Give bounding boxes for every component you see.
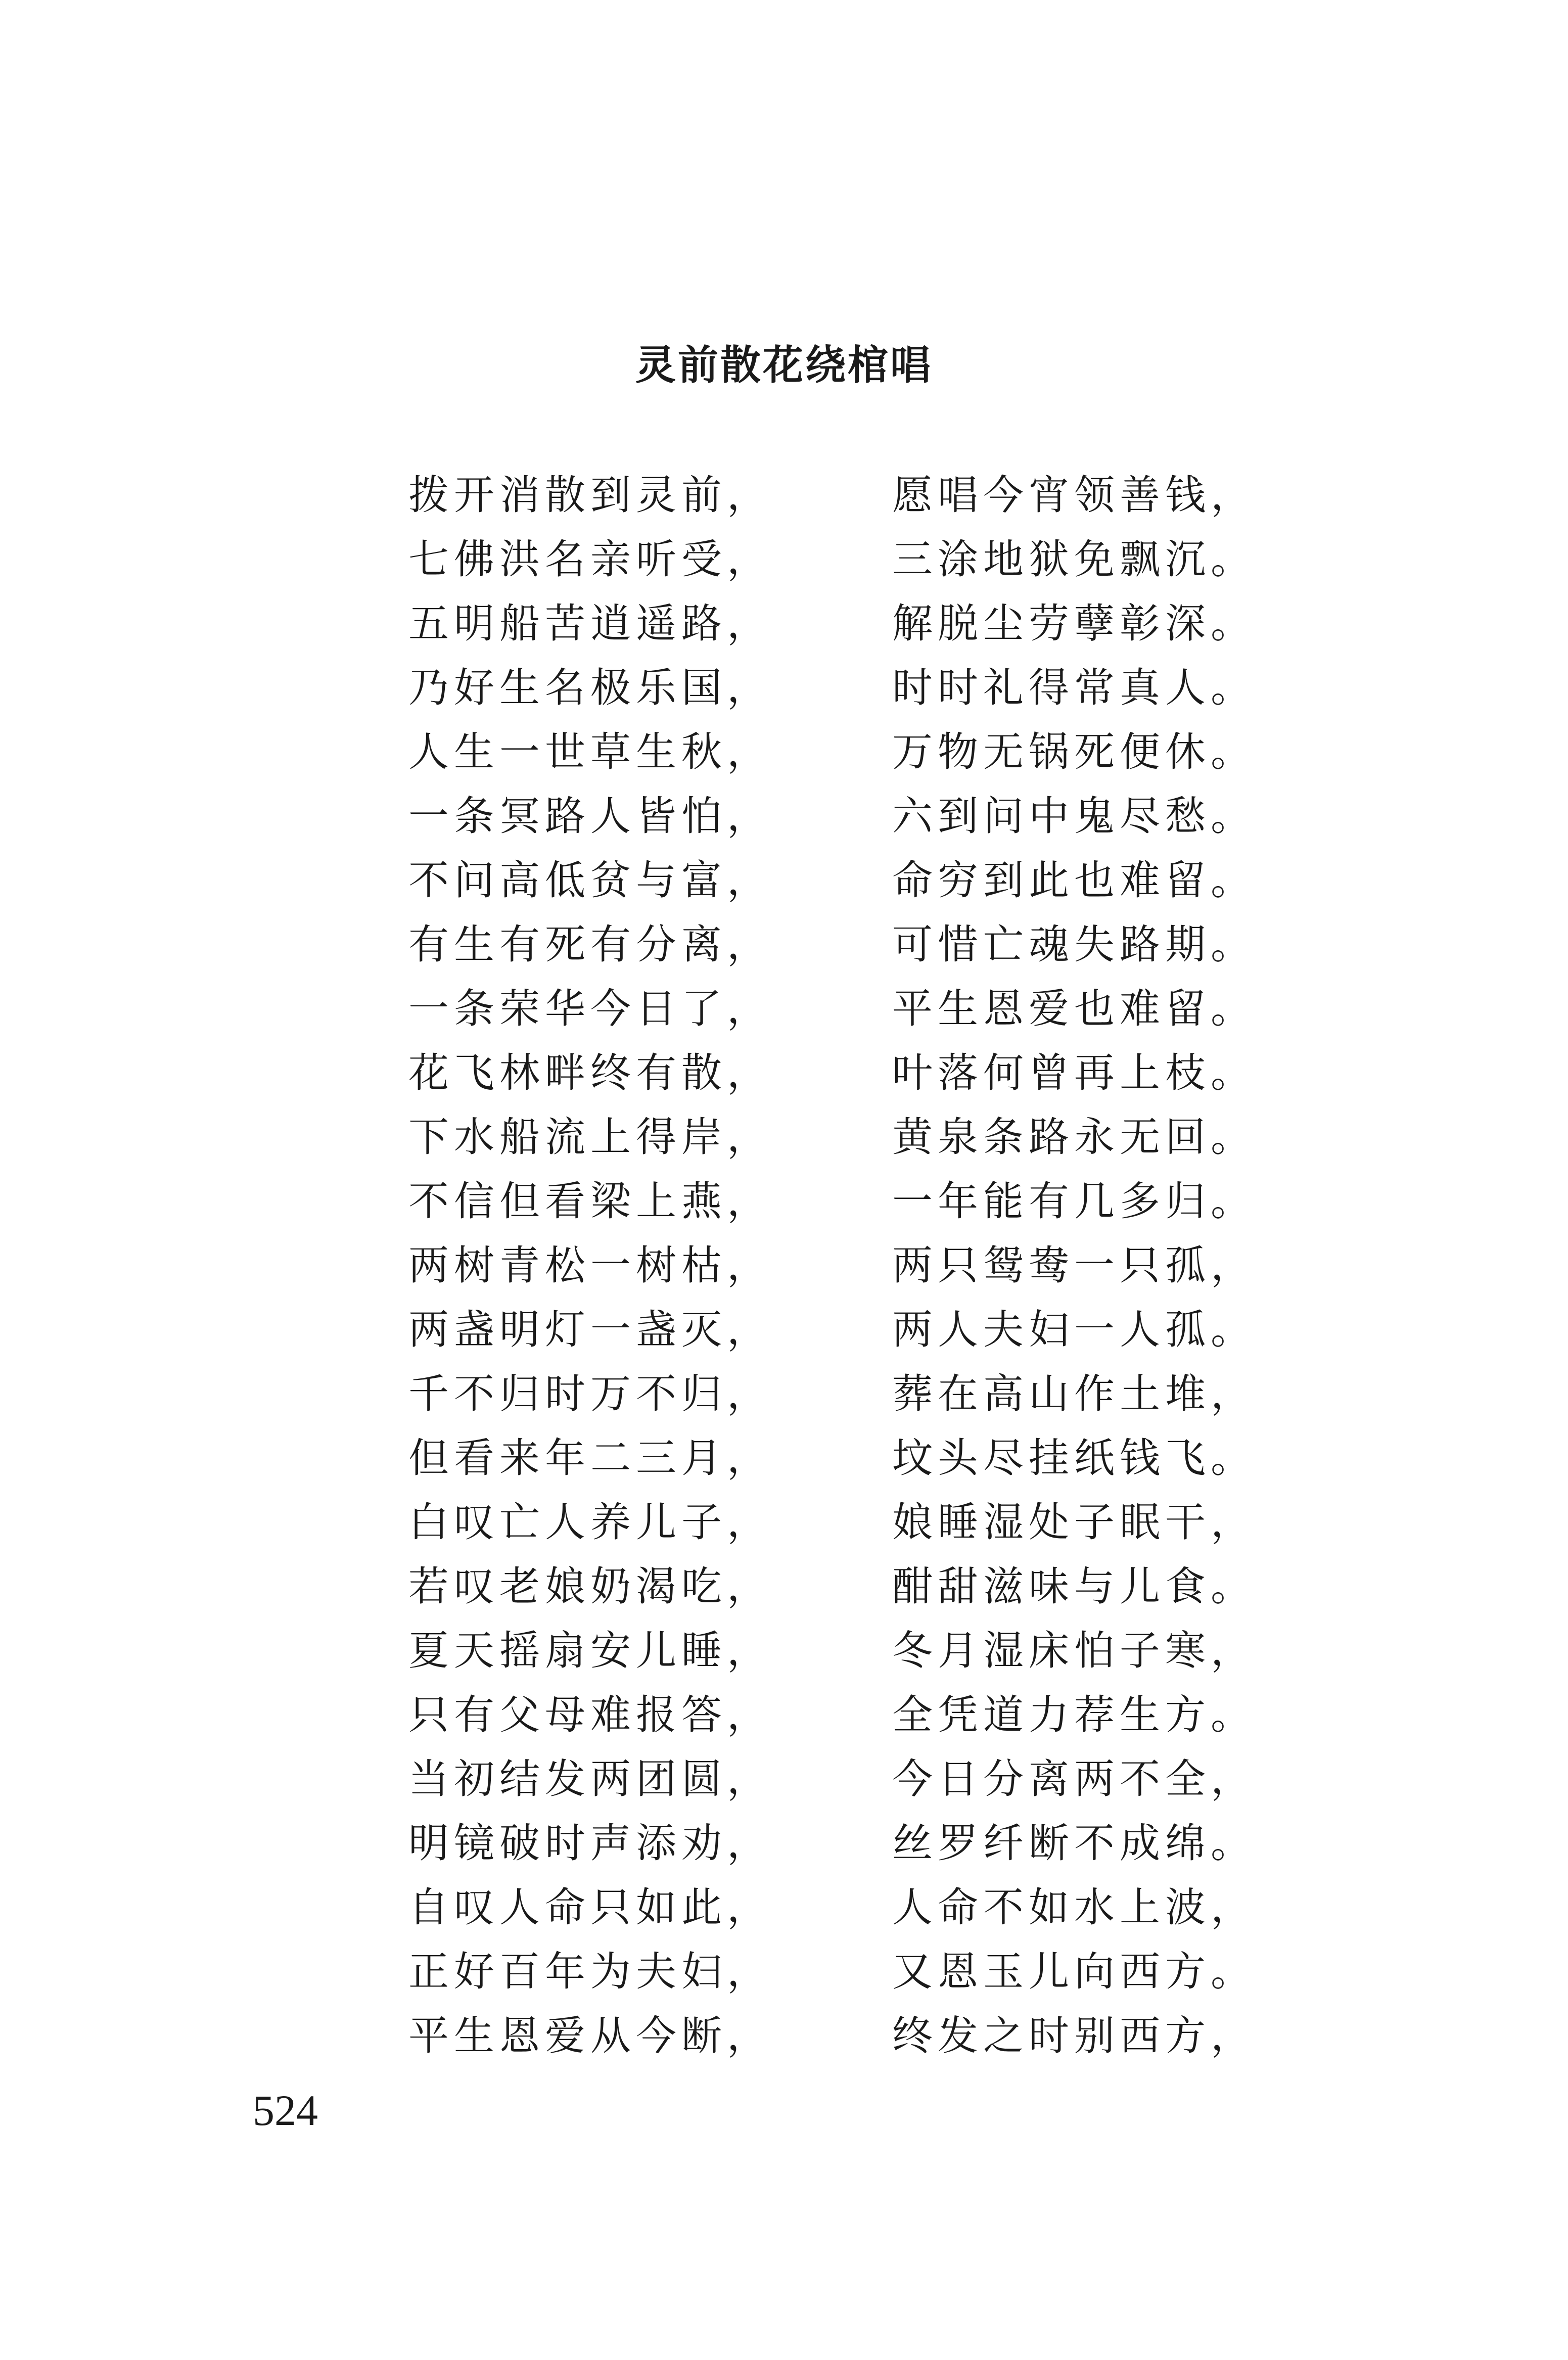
verse-row [0,1556,1568,1621]
verse-right: 黄泉条路永无回。 [892,1114,1256,1161]
verse-row [0,850,1568,914]
verse-right: 全凭道力荐生方。 [892,1691,1256,1738]
verse-row [0,593,1568,658]
verse-left: 有生有死有分离， [408,921,772,968]
verse-row [0,1941,1568,2006]
verse-right: 今日分离两不全， [892,1755,1256,1802]
verse-left: 明镜破时声添劝， [408,1820,772,1867]
verse-left: 若叹老娘奶渴吃， [408,1563,772,1610]
verse-right: 冬月湿床怕子寒， [892,1627,1256,1674]
verse-right: 愿唱今宵领善钱， [892,472,1256,519]
verse-right: 时时礼得常真人。 [892,664,1256,711]
verse-right: 又恩玉儿向西方。 [892,1948,1256,1995]
verse-right: 坟头尽挂纸钱飞。 [892,1434,1256,1482]
verse-row [0,529,1568,593]
verse-row [0,465,1568,529]
verse-left: 只有父母难报答， [408,1691,772,1738]
verse-left: 平生恩爱从今断， [408,2012,772,2059]
verse-left: 夏天摇扇安儿睡， [408,1627,772,1674]
verse-left: 当初结发两团圆， [408,1755,772,1802]
verse-right: 命穷到此也难留。 [892,857,1256,904]
verse-right: 三涂地狱免飘沉。 [892,536,1256,583]
verse-left: 正好百年为夫妇， [408,1948,772,1995]
verse-row [0,1300,1568,1364]
verse-left: 花飞林畔终有散， [408,1049,772,1096]
verse-left: 拨开消散到灵前， [408,472,772,519]
verse-row [0,1364,1568,1428]
verse-row [0,786,1568,850]
verse-list [0,465,1568,2070]
verse-right: 终发之时别西方， [892,2012,1256,2059]
verse-left: 下水船流上得岸， [408,1114,772,1161]
page-number: 524 [253,2086,318,2135]
verse-row [0,658,1568,722]
verse-row [0,914,1568,979]
verse-right: 葬在高山作土堆， [892,1370,1256,1417]
verse-right: 万物无锅死便休。 [892,728,1256,775]
verse-row [0,1043,1568,1107]
verse-row [0,1492,1568,1556]
verse-left: 乃好生名极乐国， [408,664,772,711]
verse-right: 平生恩爱也难留。 [892,985,1256,1032]
verse-right: 可惜亡魂失路期。 [892,921,1256,968]
verse-row [0,1235,1568,1300]
verse-row [0,1749,1568,1813]
verse-right: 人命不如水上波， [892,1884,1256,1931]
verse-right: 解脱尘劳孽彰深。 [892,600,1256,647]
verse-left: 七佛洪名亲听受， [408,536,772,583]
verse-right: 两人夫妇一人孤。 [892,1306,1256,1353]
verse-right: 丝罗纤断不成绵。 [892,1820,1256,1867]
page-title: 灵前散花绕棺唱 [635,342,933,389]
verse-left: 两树青松一树枯， [408,1242,772,1289]
verse-right: 叶落何曾再上枝。 [892,1049,1256,1096]
verse-row [0,1813,1568,1877]
verse-left: 人生一世草生秋， [408,728,772,775]
verse-row [0,1685,1568,1749]
verse-right: 两只鸳鸯一只孤， [892,1242,1256,1289]
verse-row [0,1428,1568,1492]
verse-left: 自叹人命只如此， [408,1884,772,1931]
verse-left: 不问高低贫与富， [408,857,772,904]
verse-left: 白叹亡人养儿子， [408,1499,772,1546]
verse-row [0,979,1568,1043]
verse-left: 两盏明灯一盏灭， [408,1306,772,1353]
verse-row [0,1877,1568,1941]
verse-left: 不信但看梁上燕， [408,1178,772,1225]
verse-row [0,722,1568,786]
verse-left: 五明船苦逍遥路， [408,600,772,647]
verse-left: 千不归时万不归， [408,1370,772,1417]
verse-left: 一条荣华今日了， [408,985,772,1032]
verse-left: 一条冥路人皆怕， [408,793,772,840]
verse-row [0,1171,1568,1235]
verse-right: 一年能有几多归。 [892,1178,1256,1225]
verse-row [0,2006,1568,2070]
verse-right: 酣甜滋味与儿食。 [892,1563,1256,1610]
verse-right: 娘睡湿处子眠干， [892,1499,1256,1546]
verse-left: 但看来年二三月， [408,1434,772,1482]
verse-row [0,1621,1568,1685]
verse-row [0,1107,1568,1171]
verse-right: 六到问中鬼尽愁。 [892,793,1256,840]
